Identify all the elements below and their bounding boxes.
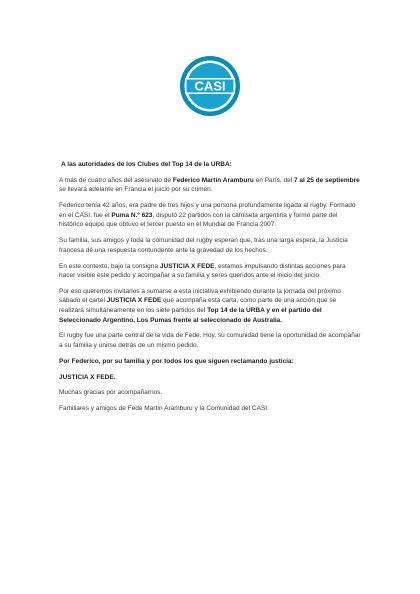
paragraph-community: El rugby fue una parte central de la vida de Fede. Hoy, su comunidad tiene la oportunidad de acompañar a su familia y unirse detrás de un mismo pedido. — [59, 332, 361, 350]
paragraph-call: Por Federico, por su familia y por todos los que siguen reclamando justicia: — [59, 357, 294, 365]
paragraph-context — [59, 262, 361, 281]
slogan-highlight: JUSTICIA X FEDE — [106, 297, 162, 305]
date-highlight: 7 al 25 de septiembre — [293, 176, 360, 184]
paragraph-family: Su familia, sus amigos y toda la comunidad del rugby esperan que, tras una larga espera, la Justicia francesa dé una respuesta contundente ante la gravedad de los hechos. — [59, 237, 348, 254]
text-run: en París, del — [253, 176, 294, 184]
text-run: , disputó 22 partidos con la camiseta argentina y formó parte del histórico equipo que obtuvo el tercer puesto en el Mundial de Francia 2007. — [59, 211, 338, 229]
paragraph-biography — [59, 201, 361, 230]
logo-text: CASI — [194, 78, 226, 94]
matches-highlight: Top 14 de la URBA y en el partido del Seleccionado Argentino, Los Pumas frente al seleccionado de Australia. — [59, 307, 322, 324]
text-run: que acompaña esta carta, como parte de una acción que se realizará simultáneamente en los siete partidos del — [59, 297, 337, 315]
slogan-highlight: JUSTICIA X FEDE — [159, 262, 215, 270]
letter-greeting: A las autoridades de los Clubes del Top 14 de la URBA: — [61, 161, 232, 168]
paragraph-slogan: JUSTICIA X FEDE. — [59, 373, 116, 381]
text-run: Federico tenía 42 años, era padre de tres hijos y una persona profundamente ligada al rugby. Formado en el CASI, fue el — [59, 202, 356, 219]
text-run: Por eso queremos invitarlos a sumarse a esta iniciativa exhibiendo durante la jornada del próximo sábado el cartel — [59, 287, 341, 305]
paragraph-thanks: Muchas gracias por acompañarnos. — [59, 389, 163, 397]
letter-body — [59, 160, 361, 420]
text-run: A más de cuatro años del asesinato de — [59, 176, 173, 184]
name-highlight: Federico Martín Aramburu — [172, 176, 254, 184]
text-run: En este contexto, bajo la consigna — [59, 262, 160, 270]
text-run: , estamos impulsando distintas acciones para hacer visible este pedido y acompañar a su familia y seres queridos ante el inicio del juicio. — [59, 262, 346, 280]
casi-logo — [179, 55, 241, 117]
text-run: se llevará adelante en Francia el juicio por su crimen. — [59, 186, 213, 194]
paragraph-invitation — [59, 287, 361, 325]
paragraph-trial-dates — [59, 176, 361, 195]
puma-number-highlight: Puma N.º 623 — [111, 211, 153, 219]
paragraph-signature: Familiares y amigos de Fede Martín Aramburu y la Comunidad del CASI. — [59, 405, 269, 413]
